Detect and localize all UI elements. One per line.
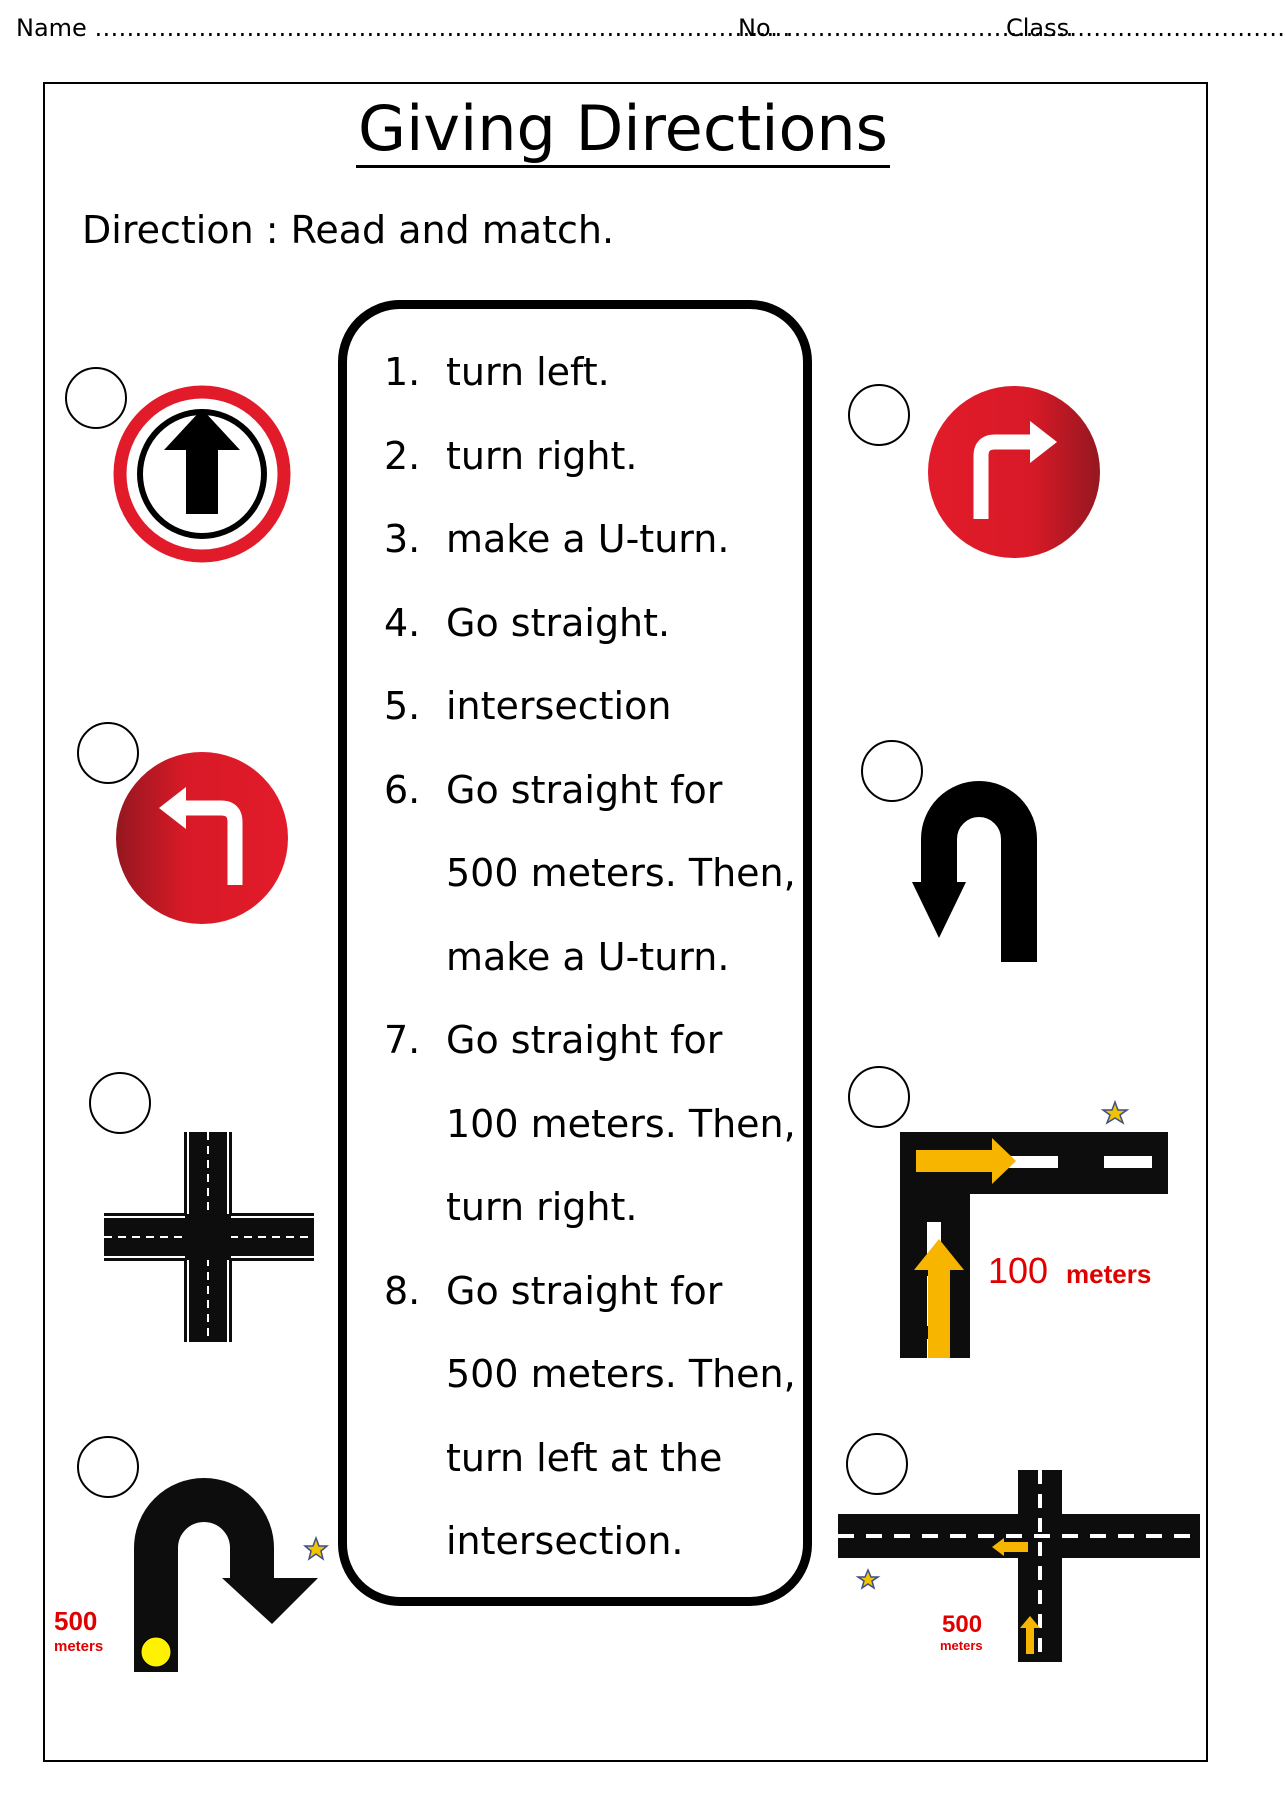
phrase-text: 500 meters. Then, bbox=[446, 851, 796, 895]
phrase-number-7: 7. bbox=[384, 1018, 421, 1062]
phrase-number-6: 6. bbox=[384, 767, 421, 812]
phrase-text: intersection bbox=[446, 684, 672, 728]
phrase-text: turn right. bbox=[446, 433, 638, 478]
phrase-text: turn right. bbox=[446, 1185, 638, 1229]
phrase-number-8: 8. bbox=[384, 1268, 421, 1313]
uturn-distance-unit: meters bbox=[54, 1638, 104, 1655]
phrase-number-4: 4. bbox=[384, 600, 421, 645]
straight-then-right-map-icon bbox=[896, 1094, 1168, 1364]
phrase-text: Go straight for bbox=[446, 1018, 723, 1062]
phrase-text: Go straight. bbox=[446, 600, 671, 645]
straight-then-u-turn-map-icon bbox=[46, 1470, 328, 1680]
go-straight-sign-icon bbox=[112, 384, 292, 564]
phrase-text: turn left at the bbox=[446, 1435, 723, 1480]
phrase-text: 500 meters. Then, bbox=[446, 1352, 796, 1396]
u-turn-arrow-icon bbox=[912, 784, 1062, 966]
left-distance-value: 500 bbox=[942, 1611, 983, 1638]
phrase-text: make a U-turn. bbox=[446, 517, 730, 561]
right-distance-value: 100 bbox=[988, 1250, 1049, 1291]
answer-circle-5[interactable] bbox=[89, 1072, 151, 1134]
turn-left-sign-icon bbox=[114, 750, 290, 926]
phrase-text: Go straight for bbox=[446, 1268, 723, 1313]
phrase-number-5: 5. bbox=[384, 684, 421, 728]
number-field[interactable]: No. ……………………………… bbox=[738, 14, 1074, 42]
phrase-number-1: 1. bbox=[384, 350, 421, 394]
page-title bbox=[0, 92, 1246, 165]
phrase-text: make a U-turn. bbox=[446, 934, 730, 979]
phrase-number-2: 2. bbox=[384, 433, 421, 478]
answer-circle-2[interactable] bbox=[848, 384, 910, 446]
left-distance-unit: meters bbox=[940, 1638, 983, 1653]
uturn-distance-value: 500 bbox=[54, 1606, 98, 1636]
phrase-text: intersection. bbox=[446, 1519, 684, 1563]
right-distance-unit: meters bbox=[1066, 1259, 1152, 1289]
phrase-text: 100 meters. Then, bbox=[446, 1101, 796, 1146]
name-field[interactable]: Name …………………………………………………………………………… bbox=[16, 14, 791, 42]
intersection-map-icon bbox=[104, 1132, 314, 1342]
class-field[interactable]: Class……………………… bbox=[1006, 14, 1285, 42]
phrase-text: turn left. bbox=[446, 350, 610, 394]
straight-then-left-intersection-map-icon bbox=[838, 1470, 1200, 1666]
turn-right-sign-icon bbox=[926, 384, 1102, 560]
title-text: Giving Directions bbox=[356, 92, 890, 168]
instruction-text: Direction : Read and match. bbox=[82, 208, 615, 252]
phrase-text: Go straight for bbox=[446, 767, 723, 812]
phrase-number-3: 3. bbox=[384, 517, 421, 561]
